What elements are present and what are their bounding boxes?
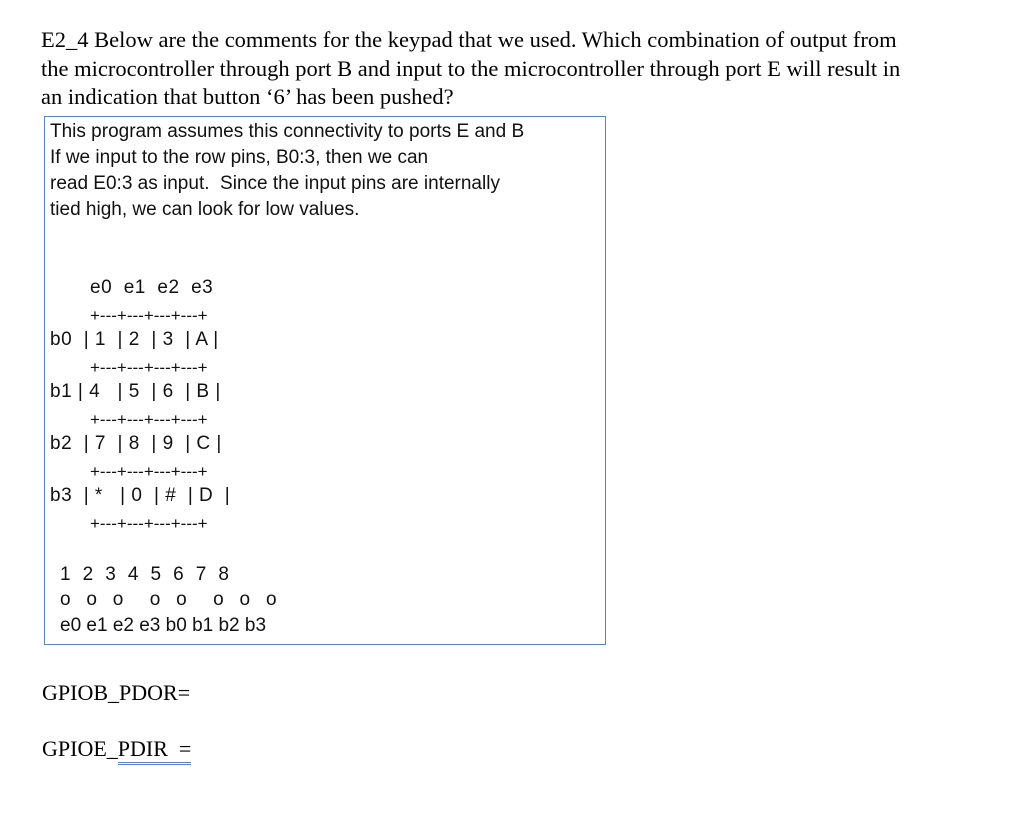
gpioe-prefix: GPIOE_ [42, 736, 118, 761]
gpioe-pdir-label [42, 736, 191, 762]
keypad-separator: +---+---+---+---+ [90, 462, 208, 481]
pinout-circles: o o o o o o o o [60, 589, 277, 610]
pdir-link[interactable]: PDIR = [118, 736, 192, 765]
question-text [41, 26, 1003, 112]
keypad-row-b2: b2 | 7 | 8 | 9 | C | [50, 433, 222, 454]
gpiob-pdor-label: GPIOB_PDOR= [42, 680, 191, 705]
keypad-column-header: e0 e1 e2 e3 [90, 277, 214, 298]
question-line-1: E2_4 Below are the comments for the keypad that we used. Which combination of output from [41, 27, 897, 52]
keypad-separator: +---+---+---+---+ [90, 306, 208, 325]
keypad-row-b3: b3 | * | 0 | # | D | [50, 485, 231, 506]
keypad-row-b0: b0 | 1 | 2 | 3 | A | [50, 329, 219, 350]
intro-line-3: read E0:3 as input. Since the input pins are internally [50, 173, 500, 194]
intro-line-4: tied high, we can look for low values. [50, 199, 360, 220]
pinout-labels: e0 e1 e2 e3 b0 b1 b2 b3 [60, 615, 267, 636]
intro-line-1: This program assumes this connectivity to ports E and B [50, 121, 525, 142]
pinout-numbers: 1 2 3 4 5 6 7 8 [60, 564, 230, 585]
keypad-comment-box [44, 116, 606, 645]
keypad-separator: +---+---+---+---+ [90, 358, 208, 377]
question-line-2: the microcontroller through port B and input to the microcontroller through port E will result in [41, 55, 901, 81]
intro-line-2: If we input to the row pins, B0:3, then we can [50, 147, 429, 168]
keypad-separator: +---+---+---+---+ [90, 514, 208, 533]
keypad-separator: +---+---+---+---+ [90, 410, 208, 429]
keypad-row-b1: b1 | 4 | 5 | 6 | B | [50, 381, 221, 402]
question-line-3: an indication that button ‘6’ has been pushed? [41, 84, 454, 109]
